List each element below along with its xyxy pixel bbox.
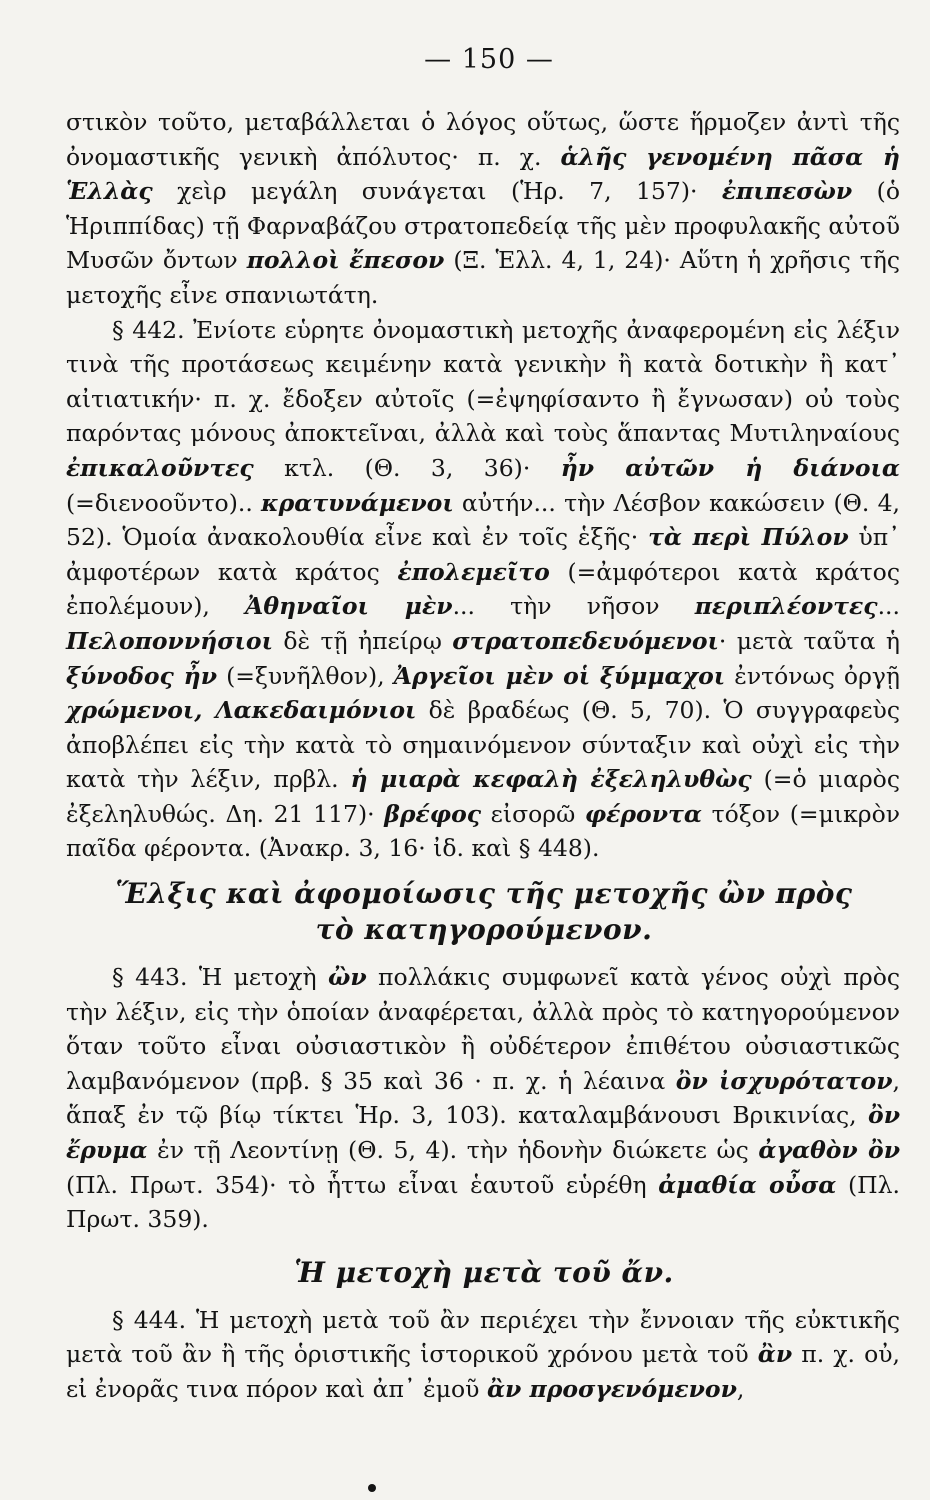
emphasized-text: ἀμαθία οὖσα [658, 1170, 837, 1199]
emphasized-text: Ἀργεῖοι μὲν οἱ ξύμμαχοι [393, 661, 726, 690]
emphasized-text: βρέφος [384, 799, 482, 828]
emphasized-text: Πελοποννήσιοι [66, 626, 273, 655]
emphasized-text: ὂν ἰσχυρότατον [675, 1066, 893, 1095]
text-run: (=ὁ μιαρὸς ἐξεληλυθώς. Δη. 21 117)· [66, 765, 900, 828]
text-run: στικὸν τοῦτο, μεταβάλλεται ὁ λόγος οὕτως, ὥστε ἥρμοζεν ἀντὶ τῆς ὀνομαστικῆς γενικὴ ἀπόλυτος· π. χ. [66, 108, 900, 171]
text-run: τόξον (=μικρὸν παῖδα φέροντα. (Ἀνακρ. 3, 16· ἰδ. καὶ § 448). [66, 799, 901, 863]
emphasized-text: ἐπιπεσὼν [721, 177, 853, 206]
text-run: (=ξυνῆλθον), [217, 661, 394, 690]
emphasized-text: στρατοπεδευόμενοι [452, 626, 719, 655]
paragraph-continuation [66, 105, 900, 313]
text-run: § 444. Ἡ μετοχὴ μετὰ τοῦ ἂν περιέχει τὴν ἔννοιαν τῆς εὐκτικῆς μετὰ τοῦ ἂν ἢ τῆς ὁριστικῆς ἱστορικοῦ χρόνου μετὰ τοῦ [66, 1305, 900, 1369]
heading-line-1: Ἕλξις καὶ ἀφομοίωσις τῆς μετοχῆς ὢν πρὸς [115, 877, 853, 911]
text-run: § 442. Ἐνίοτε εὑρητε ὀνομαστικὴ μετοχῆς ἀναφερομένη εἰς λέξιν τινὰ τῆς προτάσεως κειμένην κατὰ γενικὴν ἢ κατὰ δοτικὴν ἢ κατ᾽ αἰτιατικήν· π. χ. ἔδοξεν αὐτοῖς (=ἐψηφίσαντο ἢ ἔγνωσαν) οὐ τοὺς παρόντας μόνους ἀποκτεῖναι, ἀλλὰ καὶ τοὺς ἅπαντας Μυτιληναίους [66, 315, 900, 448]
emphasized-text: ἂν προσγενόμενον [486, 1375, 737, 1403]
text-run: ἐν τῇ Λεοντίνῃ (Θ. 5, 4). τὴν ἡδονὴν διώκετε ὡς [147, 1136, 759, 1165]
text-run: (=διενοοῦντο).. [66, 488, 262, 517]
page-mark [368, 1484, 376, 1492]
emphasized-text: ἁλῆς γενομένη πᾶσα ἡ Ἑλλὰς [66, 142, 900, 206]
emphasized-text: ἡ μιαρὰ κεφαλὴ ἐξεληλυθὼς [350, 765, 752, 794]
text-run: δὲ βραδέως (Θ. 5, 70). Ὁ συγγραφεὺς ἀποβλέπει εἰς τὴν κατὰ τὸ σημαινόμενον σύνταξιν καὶ οὐχὶ εἰς τὴν κατὰ τὴν λέξιν, πρβλ. [66, 696, 900, 794]
emphasized-text: ξύνοδος ἦν [66, 661, 218, 690]
emphasized-text: χρώμενοι, Λακεδαιμόνιοι [66, 696, 417, 725]
text-run: (=ἀμφότεροι κατὰ κράτος ἐπολέμουν), [66, 557, 900, 621]
paragraph-443 [66, 960, 900, 1237]
emphasized-text: ὢν [327, 963, 367, 992]
text-run: , [736, 1375, 745, 1403]
section-heading-participle-an: Ἡ μετοχὴ μετὰ τοῦ ἄν. [294, 1255, 674, 1289]
emphasized-text: περιπλέοντες [694, 592, 878, 621]
emphasized-text: ἐπολεμεῖτο [397, 557, 550, 586]
text-run: (Ξ. Ἑλλ. 4, 1, 24)· Αὕτη ἡ χρῆσις τῆς μετοχῆς εἶνε σπανιωτάτη. [66, 246, 900, 309]
text-run: εἰσορῶ [481, 799, 585, 828]
text-run: , ἅπαξ ἐν τῷ βίῳ τίκτει Ἡρ. 3, 103). καταλαμβάνουσι Βρικινίας, [66, 1066, 900, 1130]
page-number: — 150 — [424, 44, 554, 75]
emphasized-text: τὰ περὶ Πύλον [648, 523, 849, 552]
text-run: ... [877, 592, 900, 621]
emphasized-text: κρατυνάμενοι [261, 488, 454, 517]
text-run: ἐντόνως ὀργῇ [725, 661, 901, 690]
paragraph-444 [66, 1303, 900, 1407]
emphasized-text: ἦν αὐτῶν ἡ διάνοια [560, 453, 900, 482]
emphasized-text: φέροντα [584, 799, 702, 828]
emphasized-text: ἐπικαλοῦντες [66, 453, 254, 482]
emphasized-text: Ἀθηναῖοι μὲν [245, 592, 453, 621]
text-run: π. χ. οὐ, εἰ ἐνορᾶς τινα πόρον καὶ ἀπ᾽ ἐμοῦ [66, 1340, 900, 1403]
emphasized-text: ἀγαθὸν ὂν [758, 1136, 901, 1165]
text-run: § 443. Ἡ μετοχὴ [112, 963, 328, 992]
text-run: αὐτήν... τὴν Λέσβον κακώσειν (Θ. 4, 52). Ὁμοία ἀνακολουθία εἶνε καὶ ἐν τοῖς ἑξῆς· [66, 488, 900, 552]
text-run: ὑπ᾽ ἀμφοτέρων κατὰ κράτος [66, 523, 900, 586]
text-run: · μετὰ ταῦτα ἡ [718, 626, 900, 655]
text-run: δὲ τῇ ἠπείρῳ [272, 626, 453, 655]
text-run: χεὶρ μεγάλη συνάγεται (Ἡρ. 7, 157)· [152, 177, 722, 206]
heading-line-2: τὸ κατηγορούμενον. [315, 913, 653, 947]
emphasized-text: ὂν ἔρυμα [66, 1101, 900, 1165]
text-run: ... τὴν νῆσον [452, 592, 695, 621]
emphasized-text: ἂν [757, 1340, 793, 1369]
section-heading-attraction [66, 876, 902, 948]
text-run: πολλάκις συμφωνεῖ κατὰ γένος οὐχὶ πρὸς τὴν λέξιν, εἰς τὴν ὁποίαν ἀναφέρεται, ἀλλὰ πρὸς τὸ κατηγορούμενον ὅταν τοῦτο εἶναι οὐσιαστικὸν ἢ οὐδέτερον ἐπιθέτου οὐσιαστικῶς λαμβανόμενον (πρβ. § 35 καὶ 36 · π. χ. ἡ λέαινα [66, 963, 901, 1095]
text-run: κτλ. (Θ. 3, 36)· [253, 453, 561, 482]
paragraph-442 [66, 313, 900, 867]
emphasized-text: πολλοὶ ἔπεσον [246, 246, 445, 275]
text-run: (ὁ Ἡριππίδας) τῇ Φαρναβάζου στρατοπεδείᾳ τῆς μὲν προφυλακῆς αὐτοῦ Μυσῶν ὄντων [66, 177, 900, 275]
text-run: (Πλ. Πρωτ. 359). [66, 1170, 900, 1234]
text-run: (Πλ. Πρωτ. 354)· τὸ ἧττω εἶναι ἑαυτοῦ εὑρέθη [66, 1170, 659, 1199]
